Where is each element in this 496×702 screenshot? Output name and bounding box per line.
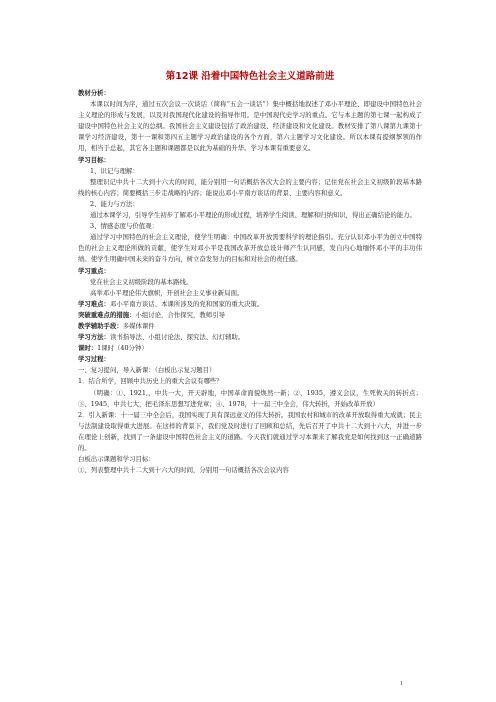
goals-heading: 学习目标： bbox=[78, 155, 110, 164]
difficulty-text: 邓小平南方谈话、本课所涉及的党和国家的重大决策。 bbox=[109, 299, 264, 308]
goal1-heading: 1、识记与理解： bbox=[90, 166, 139, 175]
step-3-item: ①、列表整理中共十二大到十六大的时间，分别用一句话概括各次会议内容 bbox=[78, 466, 289, 475]
goal3-text: 通过学习中国特色的社会主义理论，使学生明确：中国改革开放需要科学的理论指引。充分认识邓小平为创立中国特色的社会主义理论所做的贡献，使学生对邓小平是我国改革开放总设计师产生认同感，发自内心地缅怀邓小平的丰功伟绩。使学生明确中国未来的奋斗方向，树立奋发努力的目标和对社会的责任感。 bbox=[78, 233, 422, 264]
aids-label: 教学辅助手段： bbox=[78, 321, 123, 330]
breakthrough-label: 突破重难点的措施： bbox=[78, 310, 136, 319]
step-1-answer: （明确：①、1921,，中共一大，开天辟地，中国革命面貌焕然一新；②、1935，遵义会议，生死攸关的转折点；③、1945，中共七大，把毛泽东思想写进党章；④、1978，十一届三中全会，伟大转折，开始改革开放） bbox=[78, 388, 422, 408]
difficulty-label: 学习难点： bbox=[78, 299, 110, 308]
methods-line bbox=[78, 332, 422, 343]
goal2-text: 通过本课学习，引导学生初步了解邓小平理论的形成过程，培养学生阅读、理解和归纳知识，得出正确结论的能力。 bbox=[90, 211, 416, 220]
step-2: 2．引入新课：十一届三中全会后，我国实现了具有深远意义的伟大转折。我国农村和城市的改革开放取得重大成就；民主与法制建设取得重大进展。在这样的背景下，我们党及时进行了回顾和总结，先后召开了中共十二大到十六大，并进一步在理论上创新，找到了一条建设中国特色社会主义的道路。今天我们就通过学习本课来了解我党是如何找到这一正确道路的。 bbox=[78, 410, 422, 452]
hours-text: 1课时（40分钟） bbox=[97, 344, 148, 353]
goal2-heading: 2、能力与方法： bbox=[90, 199, 139, 208]
methods-label: 学习方法： bbox=[78, 333, 110, 342]
goal3-heading: 3、情感态度与价值观： bbox=[90, 222, 158, 231]
difficulty-line bbox=[78, 299, 422, 310]
page-number: 1 bbox=[400, 681, 403, 687]
process-heading: 学习过程： bbox=[78, 355, 110, 364]
aids-line bbox=[78, 321, 422, 332]
goal1-text: 整理识记中共十二大到十六大的时间，能分别用一句话概括各次大会的主要内容；记住党在社会主义初级阶段基本路线的核心内容；简要概括三步走战略的内容；能说出邓小平南方谈话的背景、主要内容和意义。 bbox=[78, 177, 422, 197]
step-1: 一、复习提问，导入新课：（白板出示复习题目） bbox=[78, 366, 216, 375]
analysis-heading: 教材分析： bbox=[78, 89, 110, 97]
keypoint-1: 党在社会主义初级阶段的基本路线。 bbox=[90, 277, 193, 286]
keypoints-heading: 学习重点： bbox=[78, 266, 110, 275]
methods-text: 读书指导法、小组讨论法、探究法、幻灯辅助。 bbox=[109, 333, 245, 342]
breakthrough-text: 小组讨论，合作探究，教师引导 bbox=[135, 310, 225, 319]
aids-text: 多媒体课件 bbox=[122, 321, 155, 330]
breakthrough-line bbox=[78, 310, 422, 321]
lesson-title: 第12课 沿着中国特色社会主义道路前进 bbox=[165, 71, 335, 82]
keypoint-2: 高举邓小平理论伟大旗帜，开创社会主义事业新局面。 bbox=[90, 288, 244, 297]
document-body bbox=[78, 68, 422, 476]
hours-line bbox=[78, 343, 422, 354]
analysis-text: 本课以时间为序，通过五次会议一次谈话（简称“五会一谈话”）集中概括地叙述了邓小平理论、即建设中国特色社会主义理论的形成与发展，以及对我国现代化建设的指导作用。是中国现代史学习的重点。它与本主题的第七课一起构成了建设中国特色社会主义的总纲。我国社会主义建设包括了政治建设、经济建设和文化建设。教材安排了第八课第九课第十课学习经济建设，第十一课和第四五主题学习政治建设的各个方面，第六主题学习文化建设。所以本课有提纲挈领的作用，相当于总起，其它各主题和课题都是以此为基础的升华。学习本课有重要意义。 bbox=[78, 100, 422, 153]
step-3: 白板出示课题和学习目标： bbox=[78, 455, 155, 464]
step-1-question: 1．结合所学，回顾中共历史上的重大会议有哪些？ bbox=[78, 377, 223, 386]
hours-label: 课时： bbox=[78, 344, 98, 353]
